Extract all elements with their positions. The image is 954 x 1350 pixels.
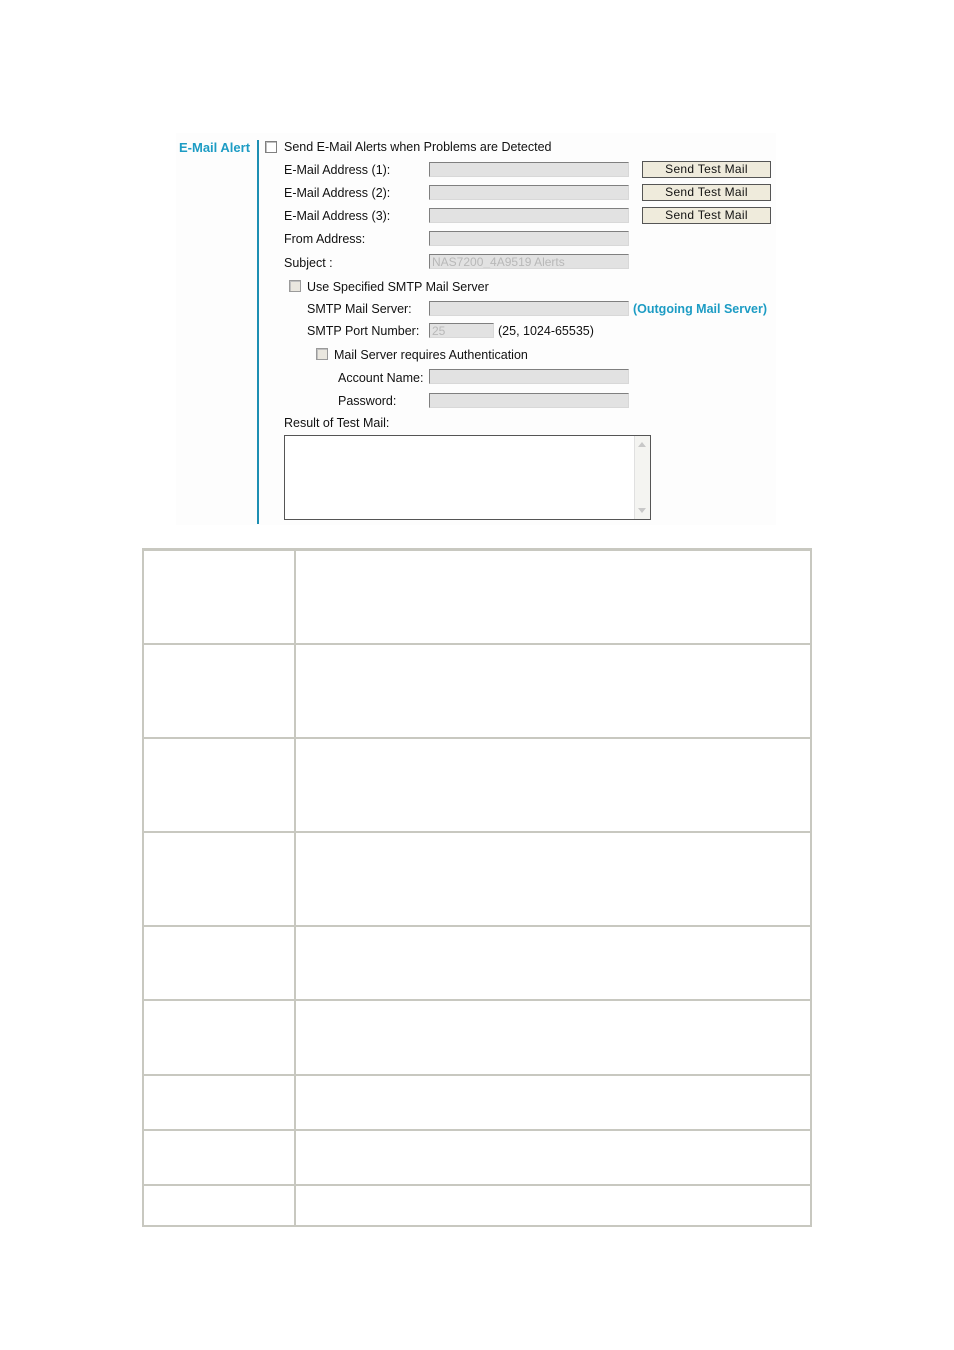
table-cell [143,644,295,738]
email-1-label: E-Mail Address (1): [284,163,391,177]
email-1-input[interactable] [429,162,629,177]
table-row [143,832,811,926]
result-textarea[interactable] [284,435,651,520]
result-scrollbar[interactable] [634,436,650,519]
password-label: Password: [338,394,397,408]
email-2-label: E-Mail Address (2): [284,186,391,200]
table-row [143,1000,811,1075]
table-row [143,1075,811,1130]
smtp-server-toggle-label: Use Specified SMTP Mail Server [307,280,489,294]
table-row [143,738,811,832]
section-title: E-Mail Alert [179,140,251,155]
smtp-port-label: SMTP Port Number: [307,324,420,338]
table-row [143,1185,811,1226]
account-name-label: Account Name: [338,371,424,385]
table-cell [295,926,811,1000]
auth-toggle-label: Mail Server requires Authentication [334,348,528,362]
table-cell [295,832,811,926]
email-3-label: E-Mail Address (3): [284,209,391,223]
smtp-port-range-note: (25, 1024-65535) [498,324,594,338]
smtp-server-checkbox[interactable] [289,280,301,292]
smtp-port-input[interactable]: 25 [429,323,494,338]
table-cell [295,644,811,738]
table-cell [295,1075,811,1130]
table-cell [143,1185,295,1226]
subject-label: Subject : [284,256,333,270]
table-cell [295,1000,811,1075]
table-cell [143,832,295,926]
table-cell [295,550,811,644]
table-cell [295,1130,811,1185]
send-test-mail-3-button[interactable]: Send Test Mail [642,207,771,224]
subject-input[interactable]: NAS7200_4A9519 Alerts [429,254,629,269]
email-3-input[interactable] [429,208,629,223]
description-table [142,548,812,1227]
from-address-label: From Address: [284,232,366,246]
section-divider [257,140,259,524]
from-address-input[interactable] [429,231,629,246]
email-2-input[interactable] [429,185,629,200]
table-cell [143,1130,295,1185]
account-name-input[interactable] [429,369,629,384]
table-cell [143,926,295,1000]
scroll-up-icon[interactable] [638,442,646,447]
table-row [143,550,811,644]
table-cell [143,1000,295,1075]
password-input[interactable] [429,393,629,408]
table-cell [295,738,811,832]
table-cell [143,1075,295,1130]
table-row [143,926,811,1000]
send-test-mail-1-button[interactable]: Send Test Mail [642,161,771,178]
table-cell [295,1185,811,1226]
send-test-mail-2-button[interactable]: Send Test Mail [642,184,771,201]
table-cell [143,738,295,832]
smtp-server-input[interactable] [429,301,629,316]
smtp-server-note: (Outgoing Mail Server) [633,302,768,316]
send-alerts-checkbox[interactable] [265,141,277,153]
table-row [143,644,811,738]
send-alerts-label: Send E-Mail Alerts when Problems are Detected [284,140,552,154]
table-cell [143,550,295,644]
scroll-down-icon[interactable] [638,508,646,513]
result-label: Result of Test Mail: [284,416,390,430]
smtp-server-label: SMTP Mail Server: [307,302,412,316]
auth-checkbox[interactable] [316,348,328,360]
table-row [143,1130,811,1185]
